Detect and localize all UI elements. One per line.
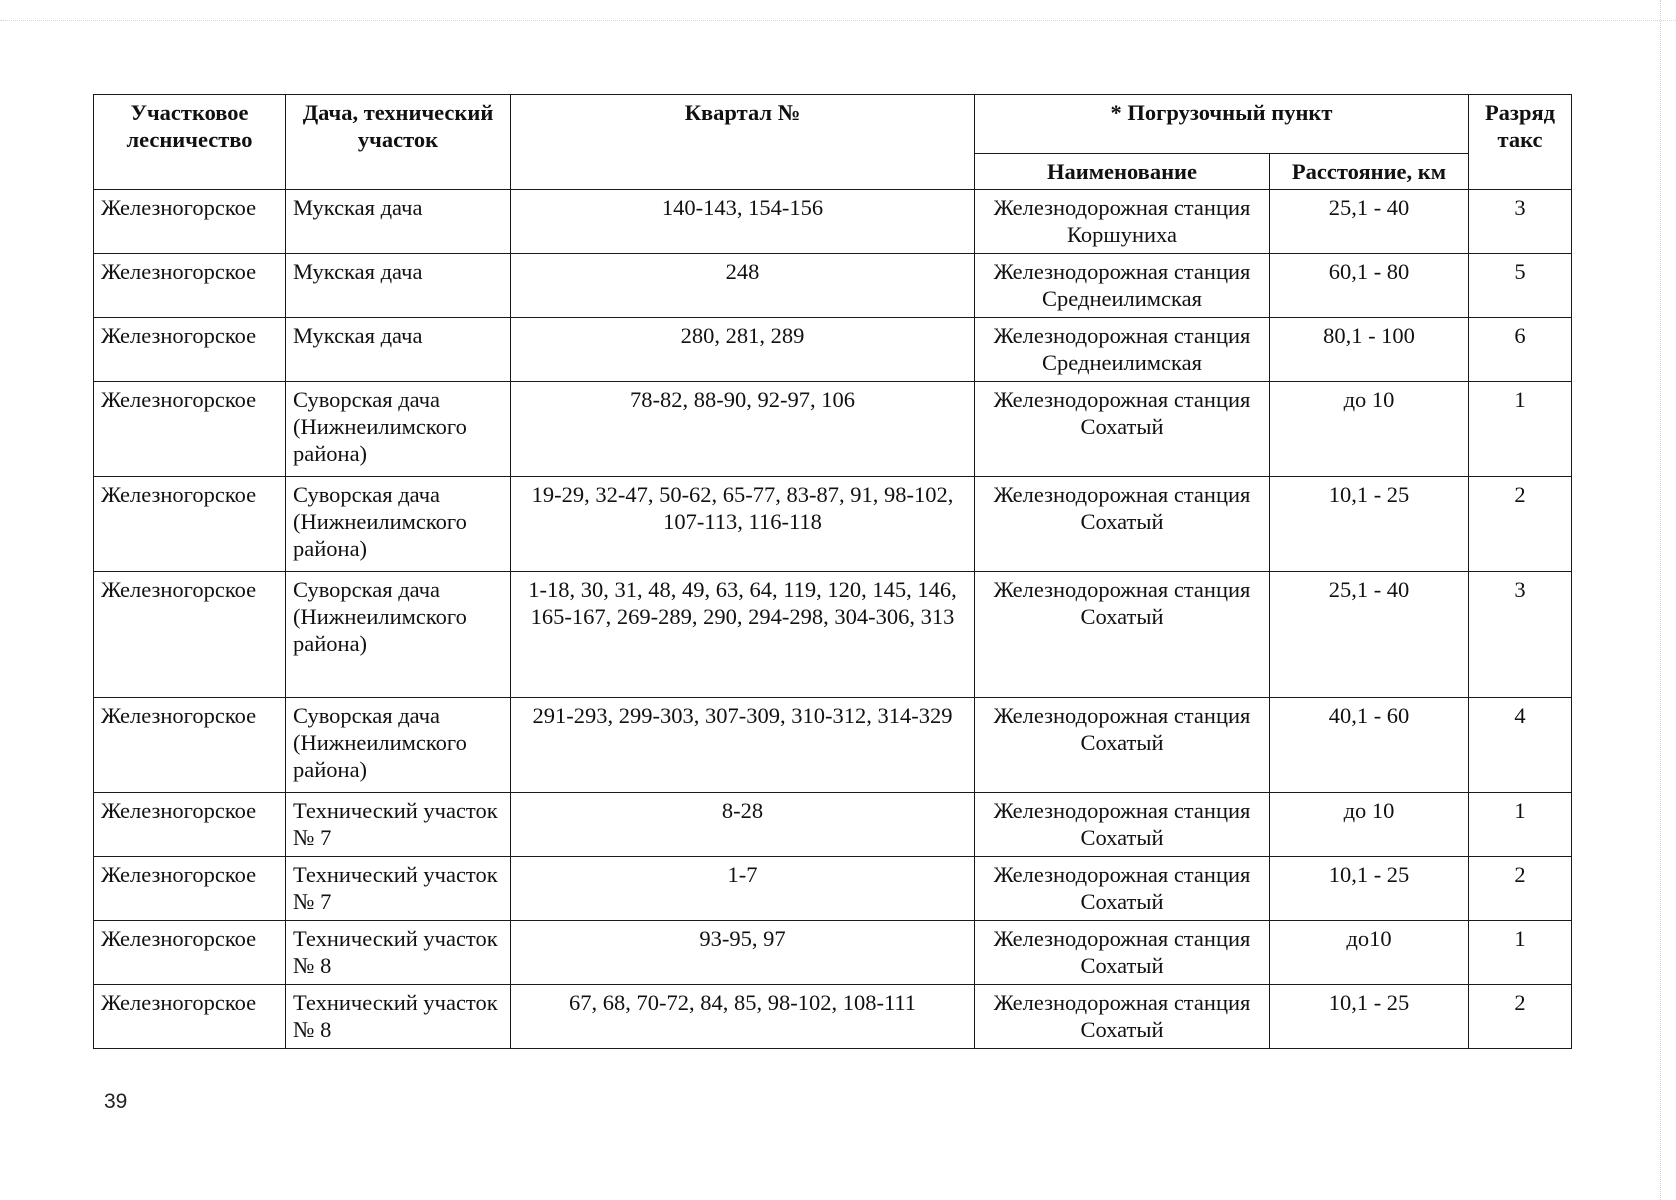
cell-razryad: 3 [1469,190,1572,254]
header-kvartal: Квартал № [511,95,975,190]
cell-kvartal: 19-29, 32-47, 50-62, 65-77, 83-87, 91, 98-102, 107-113, 116-118 [511,477,975,572]
table-row [94,921,1572,985]
scan-edge-top [0,20,1676,21]
cell-station: Железнодорожная станция Сохатый [975,857,1270,921]
table-row [94,985,1572,1049]
cell-kvartal: 280, 281, 289 [511,318,975,382]
cell-razryad: 3 [1469,572,1572,698]
cell-kvartal: 8-28 [511,793,975,857]
page-number: 39 [104,1090,128,1113]
cell-station: Железнодорожная станция Сохатый [975,698,1270,793]
cell-kvartal: 248 [511,254,975,318]
table-row [94,190,1572,254]
cell-razryad: 5 [1469,254,1572,318]
cell-kvartal: 140-143, 154-156 [511,190,975,254]
table-row [94,572,1572,698]
cell-distance: 10,1 - 25 [1270,477,1469,572]
cell-dacha: Мукская дача [286,190,511,254]
cell-razryad: 6 [1469,318,1572,382]
table-row [94,793,1572,857]
table-row [94,318,1572,382]
cell-kvartal: 1-7 [511,857,975,921]
cell-distance: 40,1 - 60 [1270,698,1469,793]
cell-distance: 10,1 - 25 [1270,857,1469,921]
cell-kvartal: 67, 68, 70-72, 84, 85, 98-102, 108-111 [511,985,975,1049]
header-razryad: Разряд такс [1469,95,1572,190]
cell-station: Железнодорожная станция Сохатый [975,921,1270,985]
cell-dacha: Технический участок № 8 [286,985,511,1049]
table-row [94,477,1572,572]
loading-points-table [93,94,1572,1049]
header-forestry: Участковое лесничество [94,95,286,190]
cell-forestry: Железногорское [94,254,286,318]
cell-station: Железнодорожная станция Сохатый [975,985,1270,1049]
cell-forestry: Железногорское [94,793,286,857]
cell-kvartal: 291-293, 299-303, 307-309, 310-312, 314-329 [511,698,975,793]
table-header [94,95,1572,190]
cell-forestry: Железногорское [94,985,286,1049]
cell-kvartal: 93-95, 97 [511,921,975,985]
scan-edge-right [1660,0,1661,1200]
cell-distance: до 10 [1270,382,1469,477]
cell-dacha: Технический участок № 7 [286,793,511,857]
cell-distance: 60,1 - 80 [1270,254,1469,318]
cell-station: Железнодорожная станция Сохатый [975,793,1270,857]
cell-razryad: 4 [1469,698,1572,793]
cell-kvartal: 1-18, 30, 31, 48, 49, 63, 64, 119, 120, 145, 146, 165-167, 269-289, 290, 294-298, 304-306, 313 [511,572,975,698]
cell-distance: до 10 [1270,793,1469,857]
cell-distance: 10,1 - 25 [1270,985,1469,1049]
table-row [94,857,1572,921]
cell-kvartal: 78-82, 88-90, 92-97, 106 [511,382,975,477]
cell-distance: 80,1 - 100 [1270,318,1469,382]
header-loading-point: * Погрузочный пункт [975,95,1469,154]
cell-forestry: Железногорское [94,921,286,985]
cell-distance: до10 [1270,921,1469,985]
table-row [94,254,1572,318]
cell-forestry: Железногорское [94,382,286,477]
cell-distance: 25,1 - 40 [1270,190,1469,254]
header-row-main [94,95,1572,154]
cell-dacha: Технический участок № 7 [286,857,511,921]
cell-forestry: Железногорское [94,190,286,254]
cell-dacha: Технический участок № 8 [286,921,511,985]
cell-dacha: Мукская дача [286,318,511,382]
cell-station: Железнодорожная станция Коршуниха [975,190,1270,254]
cell-distance: 25,1 - 40 [1270,572,1469,698]
cell-dacha: Суворская дача (Нижнеилимского района) [286,477,511,572]
cell-dacha: Суворская дача (Нижнеилимского района) [286,698,511,793]
header-dacha: Дача, технический участок [286,95,511,190]
cell-razryad: 2 [1469,985,1572,1049]
header-distance: Расстояние, км [1270,154,1469,190]
cell-station: Железнодорожная станция Сохатый [975,382,1270,477]
table-body [94,190,1572,1049]
cell-station: Железнодорожная станция Среднеилимская [975,254,1270,318]
cell-forestry: Железногорское [94,698,286,793]
table-row [94,382,1572,477]
cell-dacha: Суворская дача (Нижнеилимского района) [286,382,511,477]
cell-station: Железнодорожная станция Сохатый [975,572,1270,698]
cell-dacha: Суворская дача (Нижнеилимского района) [286,572,511,698]
cell-dacha: Мукская дача [286,254,511,318]
cell-forestry: Железногорское [94,318,286,382]
cell-razryad: 1 [1469,921,1572,985]
header-name: Наименование [975,154,1270,190]
cell-razryad: 1 [1469,382,1572,477]
cell-station: Железнодорожная станция Среднеилимская [975,318,1270,382]
cell-razryad: 2 [1469,477,1572,572]
cell-forestry: Железногорское [94,477,286,572]
cell-station: Железнодорожная станция Сохатый [975,477,1270,572]
cell-razryad: 1 [1469,793,1572,857]
cell-forestry: Железногорское [94,857,286,921]
table-row [94,698,1572,793]
cell-razryad: 2 [1469,857,1572,921]
cell-forestry: Железногорское [94,572,286,698]
